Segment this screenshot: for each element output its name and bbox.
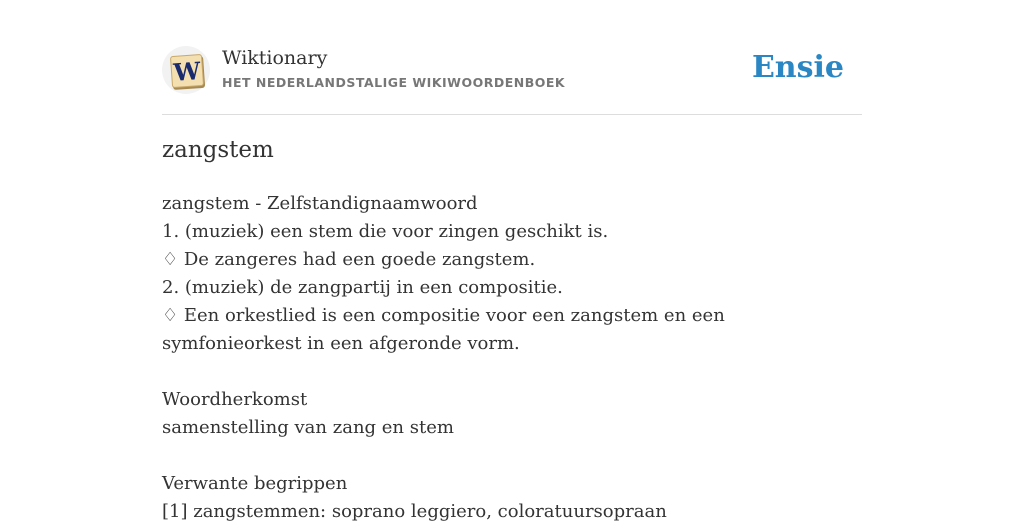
etymology-heading: Woordherkomst <box>162 389 308 410</box>
site-name[interactable]: Wiktionary <box>222 47 328 69</box>
logo-tile: W <box>170 54 204 88</box>
entry-heading: zangstem - Zelfstandignaamwoord <box>162 193 478 214</box>
example-1: ♢ De zangeres had een goede zangstem. <box>162 249 536 270</box>
page <box>162 0 862 522</box>
entry-content <box>162 190 862 526</box>
related-terms-text: [1] zangstemmen: soprano leggiero, coloratuursopraan <box>162 501 667 522</box>
blank-line <box>162 358 862 386</box>
site-subtitle: HET NEDERLANDSTALIGE WIKIWOORDENBOEK <box>222 75 566 90</box>
site-header <box>162 44 862 115</box>
etymology-text: samenstelling van zang en stem <box>162 417 454 438</box>
page-title: zangstem <box>162 137 274 163</box>
definition-2: 2. (muziek) de zangpartij in een compositie. <box>162 277 563 298</box>
wiktionary-logo-icon[interactable] <box>162 46 210 94</box>
related-terms-heading: Verwante begrippen <box>162 473 348 494</box>
definition-1: 1. (muziek) een stem die voor zingen geschikt is. <box>162 221 609 242</box>
ensie-logo-link[interactable]: Ensie <box>751 50 844 85</box>
example-2: ♢ Een orkestlied is een compositie voor een zangstem en een symfonieorkest in een afgeronde vorm. <box>162 305 725 354</box>
blank-line <box>162 442 862 470</box>
